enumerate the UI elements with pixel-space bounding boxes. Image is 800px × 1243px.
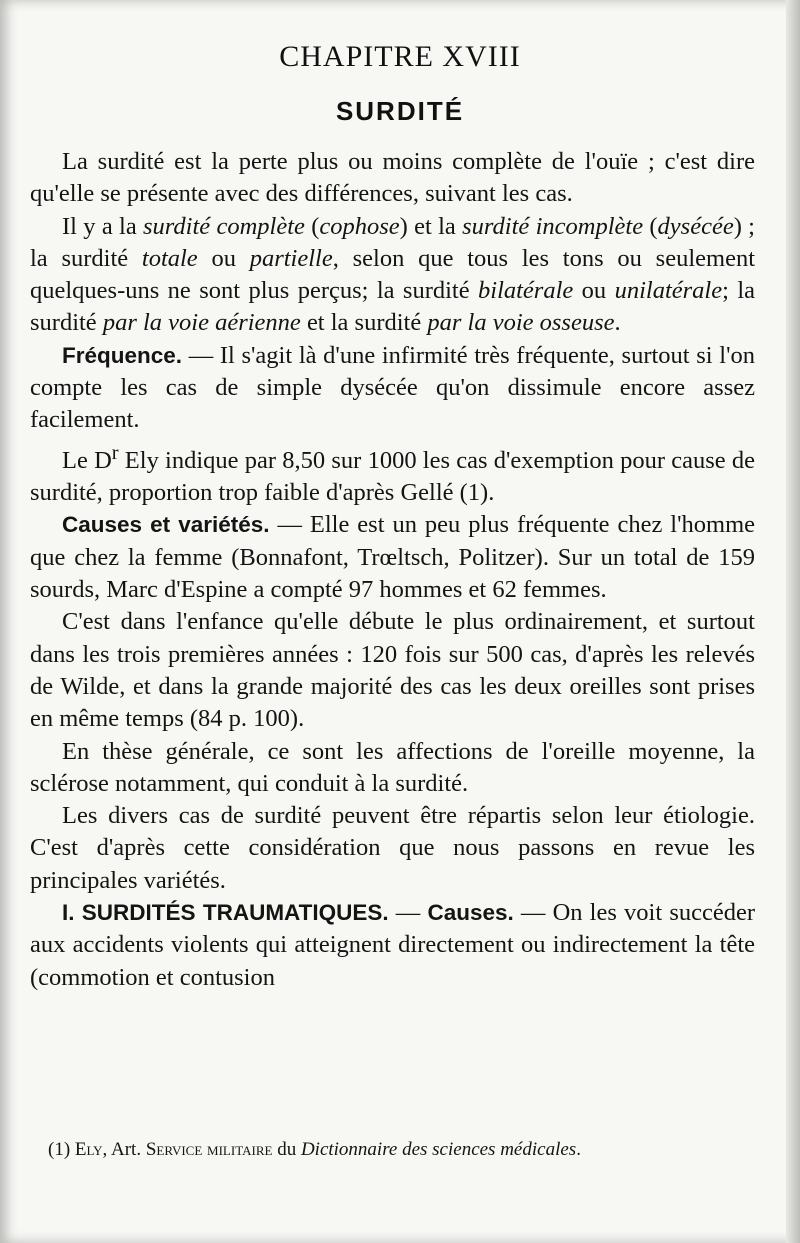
paragraph-causes bbox=[30, 509, 755, 606]
text-run: . bbox=[614, 309, 621, 337]
body-text bbox=[30, 146, 755, 994]
term-italic: dysécée bbox=[657, 212, 734, 240]
superscript: r bbox=[111, 441, 119, 464]
text-run: ) ; la surdité bbox=[30, 212, 755, 272]
text-run: Il y a la bbox=[62, 212, 144, 240]
text-run: — Il s'agit là d'une infirmité très fréquente, surtout si l'on compte les cas de simple dysécée qu'on dissimule encore assez facilement. bbox=[30, 341, 755, 434]
text-run: Ely indique par 8,50 sur 1000 les cas d'exemption pour cause de surdité, proportion trop faible d'après Gellé (1). bbox=[30, 446, 755, 507]
footnote-text bbox=[30, 1137, 755, 1163]
text-run: du bbox=[272, 1139, 301, 1160]
text-run: , selon que tous les tons ou seulement quelques-uns ne sont plus perçus; la surdité bbox=[30, 244, 755, 305]
text-run: , Art. bbox=[102, 1139, 146, 1160]
paragraph-etiologie: Les divers cas de surdité peuvent être répartis selon leur étiologie. C'est d'après cette considération que nous passons en revue les principales variétés. bbox=[30, 802, 755, 894]
text-run: — On les voit succéder aux accidents violents qui atteignent directement ou indirectement la tête (commotion et contusion bbox=[30, 898, 756, 991]
chapter-heading: CHAPITRE XVIII bbox=[279, 40, 521, 73]
chapter-title: SURDITÉ bbox=[335, 96, 465, 126]
text-run: . bbox=[576, 1139, 581, 1160]
section-heading-frequence: Fréquence. bbox=[62, 342, 183, 368]
section-heading-causes: Causes et variétés. bbox=[62, 512, 270, 538]
text-run: ; la surdité bbox=[30, 277, 755, 337]
text-run: ou bbox=[573, 277, 615, 305]
term-italic: bilatérale bbox=[478, 277, 574, 305]
paragraph-traumatiques bbox=[30, 897, 755, 994]
text-run: — Elle est un peu plus fréquente chez l'homme que chez la femme (Bonnafont, Trœltsch, Politzer). Sur un total de 159 sourds, Marc d'Espine a compté 97 hommes et 62 femmes. bbox=[30, 511, 755, 604]
text-run: ou bbox=[197, 244, 250, 272]
text-run: Le D bbox=[62, 446, 112, 474]
text-run: et la surdité bbox=[300, 309, 428, 337]
text-run: (1) bbox=[48, 1139, 75, 1160]
term-italic: totale bbox=[141, 244, 198, 272]
term-italic: par la voie osseuse bbox=[427, 309, 615, 337]
paragraph-ely bbox=[30, 437, 755, 510]
term-italic: surdité complète bbox=[143, 212, 305, 240]
paragraph-types bbox=[30, 211, 755, 340]
author-small-caps: Ely bbox=[74, 1139, 103, 1160]
subheading-causes: Causes. bbox=[427, 899, 514, 925]
footnote bbox=[30, 1137, 755, 1163]
paragraph-definition: La surdité est la perte plus ou moins complète de l'ouïe ; c'est dire qu'elle se présente avec des différences, suivant les cas. bbox=[30, 148, 755, 208]
work-title-italic: Dictionnaire des sciences médicales bbox=[300, 1139, 577, 1160]
term-italic: surdité incomplète bbox=[462, 212, 644, 240]
paragraph-frequence bbox=[30, 340, 755, 437]
section-heading-traumatiques: I. SURDITÉS TRAUMATIQUES. bbox=[62, 899, 389, 925]
term-italic: cophose bbox=[319, 212, 400, 240]
paragraph-enfance: C'est dans l'enfance qu'elle débute le plus ordinairement, et surtout dans les trois premières années : 120 fois sur 500 cas, d'après les relevés de Wilde, et dans la grande majorité des cas les deux oreilles sont prises en même temps (84 p. 100). bbox=[30, 608, 755, 733]
paragraph-these: En thèse générale, ce sont les affections de l'oreille moyenne, la sclérose notamment, qui conduit à la surdité. bbox=[30, 737, 755, 797]
text-run: — bbox=[388, 898, 428, 926]
page-edge bbox=[786, 0, 800, 1243]
article-small-caps: Service militaire bbox=[145, 1139, 273, 1160]
term-italic: partielle bbox=[249, 244, 333, 272]
text-run: ) et la bbox=[399, 212, 463, 240]
text-run: ( bbox=[643, 212, 658, 240]
term-italic: par la voie aérienne bbox=[102, 309, 301, 337]
term-italic: unilatérale bbox=[614, 277, 723, 305]
text-run: ( bbox=[304, 212, 320, 240]
